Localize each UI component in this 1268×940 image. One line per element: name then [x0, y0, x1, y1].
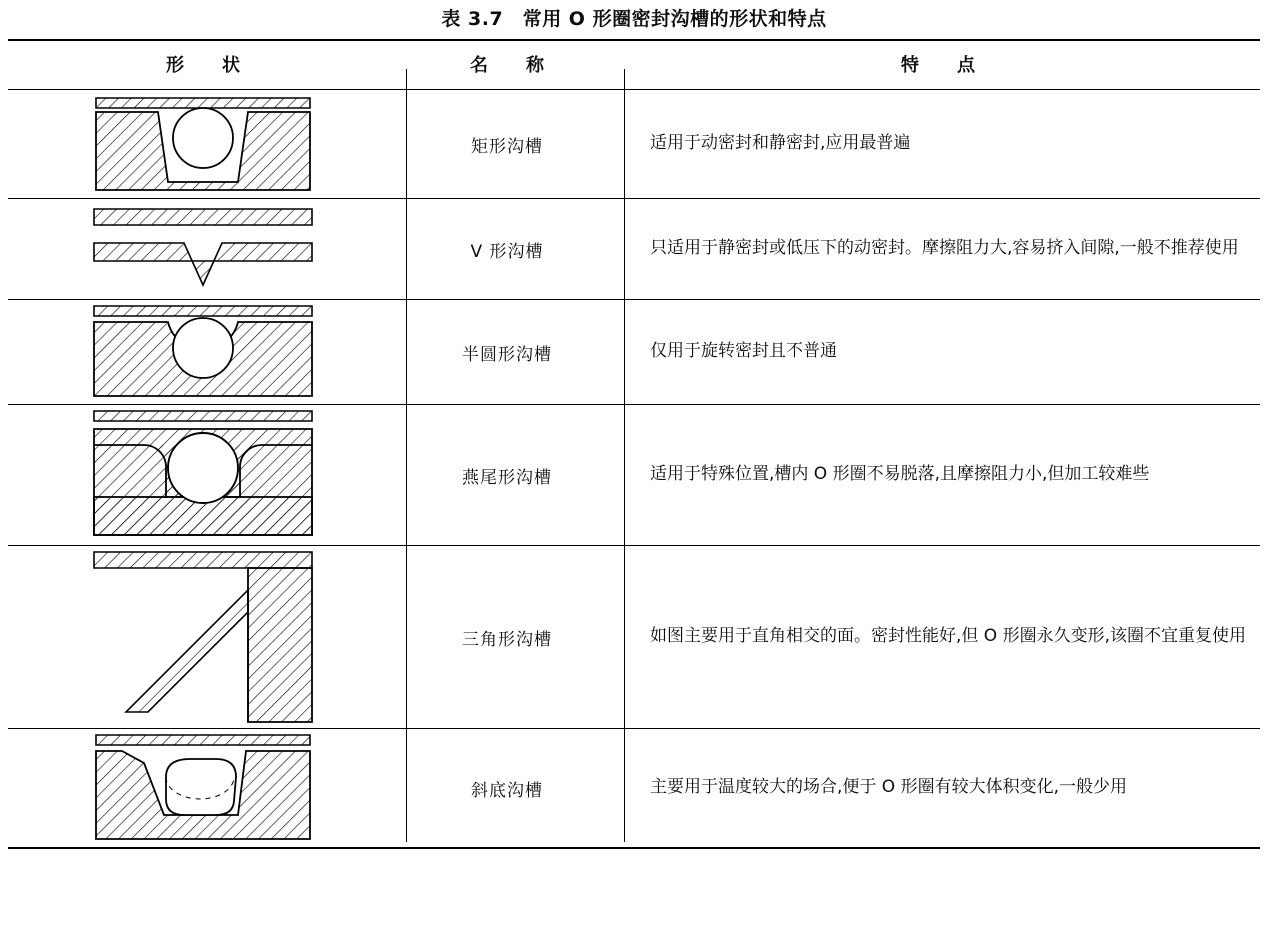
header-feature: 特 点	[616, 40, 1260, 90]
feature-cell: 如图主要用于直角相交的面。密封性能好,但 O 形圈永久变形,该圈不宜重复使用	[616, 546, 1260, 729]
feature-cell: 适用于动密封和静密封,应用最普遍	[616, 90, 1260, 199]
table-head	[8, 40, 1260, 90]
shape-cell	[8, 729, 398, 849]
table-header-row	[8, 40, 1260, 90]
table-row	[8, 199, 1260, 300]
name-cell: 半圆形沟槽	[398, 300, 616, 405]
semicircular-groove-diagram	[88, 300, 318, 404]
shape-cell	[8, 199, 398, 300]
groove-table	[8, 39, 1260, 849]
table-row	[8, 90, 1260, 199]
shape-cell	[8, 405, 398, 546]
name-cell: 燕尾形沟槽	[398, 405, 616, 546]
table-row	[8, 546, 1260, 729]
feature-cell: 仅用于旋转密封且不普通	[616, 300, 1260, 405]
shape-cell	[8, 300, 398, 405]
table-row	[8, 405, 1260, 546]
dovetail-groove-diagram	[88, 405, 318, 545]
name-cell: 矩形沟槽	[398, 90, 616, 199]
name-cell: V 形沟槽	[398, 199, 616, 300]
table-row	[8, 729, 1260, 849]
feature-cell: 只适用于静密封或低压下的动密封。摩擦阻力大,容易挤入间隙,一般不推荐使用	[616, 199, 1260, 300]
v-groove-diagram	[88, 199, 318, 299]
table-body	[8, 90, 1260, 849]
feature-cell: 适用于特殊位置,槽内 O 形圈不易脱落,且摩擦阻力小,但加工较难些	[616, 405, 1260, 546]
table-row	[8, 300, 1260, 405]
slanted-bottom-groove-diagram	[88, 729, 318, 847]
column-divider-1	[406, 69, 407, 842]
table-caption: 表 3.7 常用 O 形圈密封沟槽的形状和特点	[441, 8, 827, 30]
shape-cell	[8, 90, 398, 199]
header-name: 名 称	[398, 40, 616, 90]
header-shape: 形 状	[8, 40, 398, 90]
triangular-groove-diagram	[88, 546, 318, 728]
shape-cell	[8, 546, 398, 729]
name-cell: 三角形沟槽	[398, 546, 616, 729]
column-divider-2	[624, 69, 625, 842]
feature-cell: 主要用于温度较大的场合,便于 O 形圈有较大体积变化,一般少用	[616, 729, 1260, 849]
name-cell: 斜底沟槽	[398, 729, 616, 849]
rectangular-groove-diagram	[88, 90, 318, 198]
